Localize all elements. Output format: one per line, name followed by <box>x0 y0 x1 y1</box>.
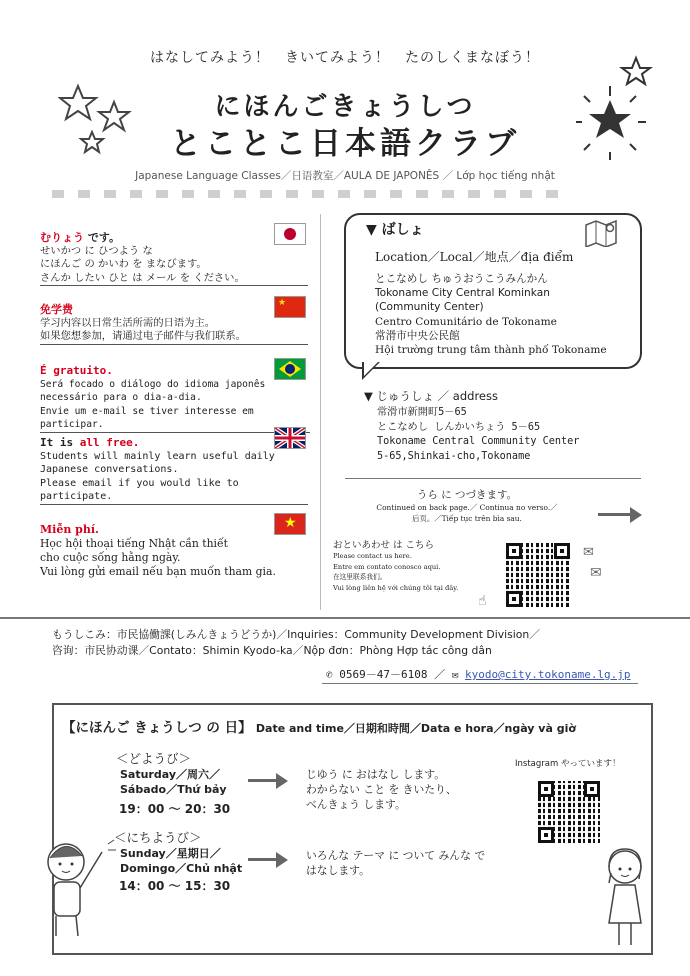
vi-head: Miễn phí. <box>40 523 99 536</box>
ja-head: むりょう <box>40 231 84 244</box>
column-divider <box>320 214 321 610</box>
girl-illustration-icon <box>595 843 655 951</box>
vi-line: Vui lòng gửi email nếu bạn muốn tham gia. <box>40 565 276 578</box>
place-line: (Community Center) <box>375 301 484 314</box>
contact-title: おといあわせ は こちら <box>333 540 435 551</box>
mail-icon: ✉ <box>583 545 594 560</box>
address-line: 5-65,Shinkai-cho,Tokoname <box>377 450 531 462</box>
decorative-divider <box>52 190 572 198</box>
place-label: Location／Local／地点／địa điểm <box>375 250 574 264</box>
ja-line: せいかつ に ひつよう な <box>40 244 153 257</box>
instagram-qr-code[interactable] <box>538 781 600 843</box>
pt-line: Envie um e-mail se tiver interesse em participar. <box>40 405 310 433</box>
sunday-info <box>120 846 242 876</box>
place-line: Hội trường trung tâm thành phố Tokoname <box>375 344 607 357</box>
saturday-desc-line: べんきょう します。 <box>306 798 406 811</box>
map-icon <box>584 219 618 247</box>
place-line: Tokoname City Central Kominkan <box>375 287 550 300</box>
uk-flag-icon <box>274 427 306 449</box>
email-icon: ✉ <box>451 668 459 681</box>
china-flag-icon: ★ <box>274 296 306 318</box>
lang-pt <box>40 364 308 433</box>
back-line: Continued on back page.／ Continua no verso.／ <box>376 503 558 512</box>
pt-line: Será focado o diálogo do idioma japonês <box>40 378 266 390</box>
sunday-desc-line: はなします。 <box>306 864 370 877</box>
place-lines <box>375 272 607 357</box>
inquiry-rule <box>0 617 690 619</box>
ja-line: さんか したい ひと は メール を ください。 <box>40 272 308 287</box>
en-line: Please email if you would like to <box>40 477 239 489</box>
contact-lines <box>333 551 458 593</box>
ja-line: にほんご の かいわ を まなびます。 <box>40 258 207 270</box>
lang-vi <box>40 523 308 579</box>
inquiry-line: 咨询：市民协动课／Contato：Shimin Kyodo-ka／Nộp đơn：Phòng Hợp tác công dân <box>52 644 492 657</box>
pt-line: necessário para o dia-a-dia. <box>40 392 202 403</box>
pt-head: É gratuito. <box>40 364 113 377</box>
saturday-head: ＜どようび＞ <box>116 751 192 766</box>
tagline: はなしてみよう！ きいてみよう！ たのしくまなぼう！ <box>150 50 540 66</box>
contact-line: 在这里联系我们。 <box>333 573 387 581</box>
mail-icon: ✉ <box>590 565 602 581</box>
sunday-head: ＜にちようび＞ <box>114 830 202 845</box>
address-line: Tokoname Central Community Center <box>377 436 580 447</box>
sunday-desc <box>306 848 485 878</box>
address-lines <box>377 406 579 464</box>
inquiry-line: もうしこみ：市民協働課(しみんきょうどうか)／Inquiries：Community Development Division／ <box>52 628 540 641</box>
saturday-desc <box>306 767 457 812</box>
separator: ／ <box>434 668 452 681</box>
email-link[interactable]: kyodo@city.tokoname.lg.jp <box>464 668 631 681</box>
address-line: とこなめし しんかいちょう 5－65 <box>377 421 541 433</box>
back-title: うら に つづきます。 <box>416 489 518 501</box>
subtitle-rest: ／日语教室／AULA DE JAPONÊS ／ Lớp học tiếng nhật <box>280 170 555 182</box>
page-title: とことこ日本語クラブ <box>170 126 520 162</box>
instagram-label: Instagram やっています！ <box>515 759 621 769</box>
saturday-line: Saturday／周六／ <box>120 768 220 781</box>
bubble-tail-inner <box>364 362 378 376</box>
boy-illustration-icon <box>40 830 120 942</box>
schedule-subtitle: Date and time／日期和時間／Data e hora／ngày và giờ <box>255 722 576 735</box>
contact-line: Entre em contato conosco aqui. <box>333 562 441 571</box>
vi-line: Học hội thoại tiếng Nhật cần thiết <box>40 537 228 550</box>
en-head-prefix: It is <box>40 436 80 449</box>
schedule-header <box>62 716 576 736</box>
place-line: Centro Comunitário de Tokoname <box>375 315 557 328</box>
phone-number[interactable]: 0569－47－6108 <box>339 668 428 681</box>
zh-line: 学习内容以日常生活所需的日语为主。 <box>40 316 216 329</box>
place-line: とこなめし ちゅうおうこうみんかん <box>375 273 548 285</box>
saturday-line: Sábado／Thứ bảy <box>120 783 227 796</box>
subtitle-en: Japanese Language Classes <box>135 170 281 182</box>
lang-zh <box>40 303 308 345</box>
contact-row <box>326 666 631 682</box>
inquiry <box>52 627 672 659</box>
lang-en <box>40 436 308 505</box>
contact-qr-code[interactable] <box>506 543 570 607</box>
contact-line: Please contact us here. <box>333 552 412 560</box>
sunday-time: 14：00 ～ 15：30 <box>119 879 231 893</box>
zh-head: 免学费 <box>40 303 73 316</box>
vi-line: cho cuộc sống hằng ngày. <box>40 551 181 564</box>
back-note <box>345 487 589 524</box>
en-line: Students will mainly learn useful daily <box>40 450 275 462</box>
phone-icon: ✆ <box>326 668 333 681</box>
saturday-time: 19：00 ～ 20：30 <box>119 802 231 816</box>
saturday-desc-line: わからない こと を きいたり、 <box>306 783 457 796</box>
sunday-desc-line: いろんな テーマ に ついて みんな で <box>306 849 486 862</box>
lang-ja <box>40 231 308 286</box>
japan-flag-icon <box>274 223 306 245</box>
en-line: participate. <box>40 490 308 505</box>
contact-rule <box>322 683 638 684</box>
subtitle <box>0 168 690 183</box>
en-line: Japanese conversations. <box>40 464 179 475</box>
contact-line: Vui lòng liên hệ với chúng tôi tại đây. <box>333 583 459 592</box>
address-line: 常滑市新開町5－65 <box>377 407 467 418</box>
divider <box>345 478 641 479</box>
vietnam-flag-icon: ★ <box>274 513 306 535</box>
pointing-hand-icon: ☝ <box>478 593 487 609</box>
sunday-line: Domingo／Chủ nhật <box>120 862 243 875</box>
ja-head-suffix: です。 <box>84 231 120 244</box>
saturday-desc-line: じゆう に おはなし します。 <box>306 768 445 781</box>
place-line: 常滑市中央公民館 <box>375 329 460 342</box>
zh-line: 如果您想参加，请通过电子邮件与我们联系。 <box>40 330 308 345</box>
place-title: ▼ ばしょ <box>366 222 424 238</box>
back-line: 后页。／Tiếp tục trên bìa sau. <box>412 514 522 523</box>
title-hiragana: にほんごきょうしつ <box>214 92 476 122</box>
sunday-line: Sunday／星期日／ <box>120 847 221 860</box>
saturday-info <box>120 767 227 797</box>
schedule-title: 【にほんご きょうしつ の 日】 <box>62 720 252 736</box>
address-title: ▼ じゅうしょ ／ address <box>364 389 498 403</box>
en-head: all free. <box>79 436 140 449</box>
brazil-flag-icon <box>274 358 306 380</box>
